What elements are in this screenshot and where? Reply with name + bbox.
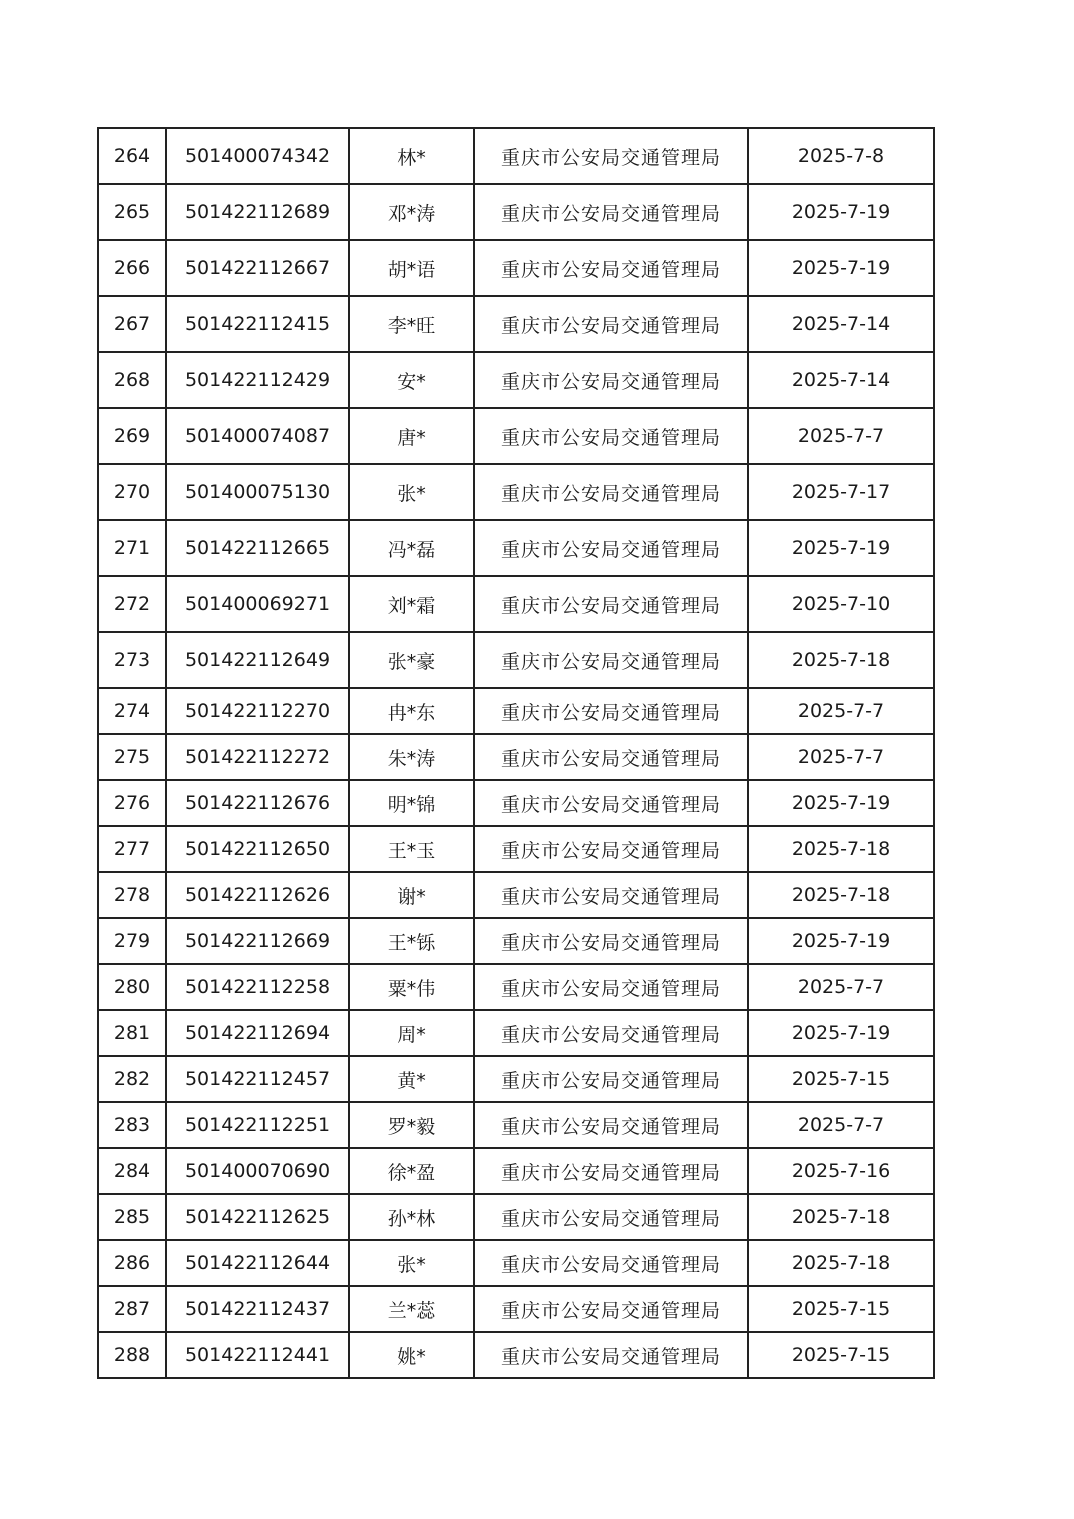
code-cell: 501422112665 <box>166 520 349 576</box>
name-cell: 刘*霜 <box>349 576 474 632</box>
name-cell: 黄* <box>349 1056 474 1102</box>
name-cell: 张* <box>349 464 474 520</box>
name-cell: 唐* <box>349 408 474 464</box>
code-cell: 501422112649 <box>166 632 349 688</box>
code-cell: 501400069271 <box>166 576 349 632</box>
date-cell: 2025-7-10 <box>748 576 934 632</box>
table-row <box>98 1194 934 1240</box>
date-cell: 2025-7-7 <box>748 408 934 464</box>
seq-cell: 287 <box>98 1286 166 1332</box>
name-cell: 谢* <box>349 872 474 918</box>
name-cell: 张* <box>349 1240 474 1286</box>
table-row <box>98 1010 934 1056</box>
seq-cell: 282 <box>98 1056 166 1102</box>
date-cell: 2025-7-15 <box>748 1056 934 1102</box>
table-row <box>98 872 934 918</box>
date-cell: 2025-7-17 <box>748 464 934 520</box>
seq-cell: 265 <box>98 184 166 240</box>
date-cell: 2025-7-14 <box>748 296 934 352</box>
seq-cell: 269 <box>98 408 166 464</box>
org-cell: 重庆市公安局交通管理局 <box>474 1332 748 1378</box>
date-cell: 2025-7-7 <box>748 1102 934 1148</box>
seq-cell: 279 <box>98 918 166 964</box>
code-cell: 501422112694 <box>166 1010 349 1056</box>
org-cell: 重庆市公安局交通管理局 <box>474 296 748 352</box>
date-cell: 2025-7-7 <box>748 964 934 1010</box>
records-table <box>97 127 935 1379</box>
org-cell: 重庆市公安局交通管理局 <box>474 826 748 872</box>
name-cell: 周* <box>349 1010 474 1056</box>
date-cell: 2025-7-19 <box>748 240 934 296</box>
org-cell: 重庆市公安局交通管理局 <box>474 1102 748 1148</box>
name-cell: 安* <box>349 352 474 408</box>
table-row <box>98 520 934 576</box>
seq-cell: 278 <box>98 872 166 918</box>
code-cell: 501422112258 <box>166 964 349 1010</box>
date-cell: 2025-7-14 <box>748 352 934 408</box>
seq-cell: 275 <box>98 734 166 780</box>
date-cell: 2025-7-8 <box>748 128 934 184</box>
name-cell: 邓*涛 <box>349 184 474 240</box>
name-cell: 张*豪 <box>349 632 474 688</box>
seq-cell: 283 <box>98 1102 166 1148</box>
seq-cell: 281 <box>98 1010 166 1056</box>
date-cell: 2025-7-7 <box>748 688 934 734</box>
name-cell: 孙*林 <box>349 1194 474 1240</box>
name-cell: 朱*涛 <box>349 734 474 780</box>
date-cell: 2025-7-15 <box>748 1332 934 1378</box>
records-table-body <box>98 128 934 1378</box>
seq-cell: 285 <box>98 1194 166 1240</box>
date-cell: 2025-7-19 <box>748 1010 934 1056</box>
date-cell: 2025-7-19 <box>748 520 934 576</box>
seq-cell: 280 <box>98 964 166 1010</box>
seq-cell: 266 <box>98 240 166 296</box>
table-row <box>98 464 934 520</box>
org-cell: 重庆市公安局交通管理局 <box>474 576 748 632</box>
org-cell: 重庆市公安局交通管理局 <box>474 1286 748 1332</box>
code-cell: 501422112667 <box>166 240 349 296</box>
table-row <box>98 576 934 632</box>
code-cell: 501422112270 <box>166 688 349 734</box>
org-cell: 重庆市公安局交通管理局 <box>474 408 748 464</box>
date-cell: 2025-7-18 <box>748 872 934 918</box>
org-cell: 重庆市公安局交通管理局 <box>474 872 748 918</box>
code-cell: 501422112437 <box>166 1286 349 1332</box>
date-cell: 2025-7-18 <box>748 1240 934 1286</box>
code-cell: 501422112689 <box>166 184 349 240</box>
seq-cell: 286 <box>98 1240 166 1286</box>
table-row <box>98 1102 934 1148</box>
table-row <box>98 964 934 1010</box>
name-cell: 罗*毅 <box>349 1102 474 1148</box>
code-cell: 501400074087 <box>166 408 349 464</box>
org-cell: 重庆市公安局交通管理局 <box>474 240 748 296</box>
date-cell: 2025-7-18 <box>748 826 934 872</box>
code-cell: 501422112625 <box>166 1194 349 1240</box>
name-cell: 李*旺 <box>349 296 474 352</box>
seq-cell: 268 <box>98 352 166 408</box>
table-row <box>98 1286 934 1332</box>
code-cell: 501422112429 <box>166 352 349 408</box>
code-cell: 501422112441 <box>166 1332 349 1378</box>
table-row <box>98 128 934 184</box>
table-row <box>98 632 934 688</box>
date-cell: 2025-7-18 <box>748 1194 934 1240</box>
table-row <box>98 1332 934 1378</box>
org-cell: 重庆市公安局交通管理局 <box>474 1056 748 1102</box>
org-cell: 重庆市公安局交通管理局 <box>474 352 748 408</box>
table-row <box>98 1148 934 1194</box>
code-cell: 501422112457 <box>166 1056 349 1102</box>
date-cell: 2025-7-19 <box>748 780 934 826</box>
org-cell: 重庆市公安局交通管理局 <box>474 1010 748 1056</box>
seq-cell: 270 <box>98 464 166 520</box>
code-cell: 501400074342 <box>166 128 349 184</box>
date-cell: 2025-7-19 <box>748 918 934 964</box>
org-cell: 重庆市公安局交通管理局 <box>474 184 748 240</box>
name-cell: 徐*盈 <box>349 1148 474 1194</box>
name-cell: 王*铄 <box>349 918 474 964</box>
seq-cell: 284 <box>98 1148 166 1194</box>
table-row <box>98 688 934 734</box>
name-cell: 姚* <box>349 1332 474 1378</box>
name-cell: 粟*伟 <box>349 964 474 1010</box>
org-cell: 重庆市公安局交通管理局 <box>474 464 748 520</box>
org-cell: 重庆市公安局交通管理局 <box>474 918 748 964</box>
org-cell: 重庆市公安局交通管理局 <box>474 964 748 1010</box>
name-cell: 兰*蕊 <box>349 1286 474 1332</box>
seq-cell: 288 <box>98 1332 166 1378</box>
code-cell: 501422112669 <box>166 918 349 964</box>
name-cell: 胡*语 <box>349 240 474 296</box>
table-row <box>98 1240 934 1286</box>
org-cell: 重庆市公安局交通管理局 <box>474 632 748 688</box>
date-cell: 2025-7-18 <box>748 632 934 688</box>
seq-cell: 272 <box>98 576 166 632</box>
seq-cell: 267 <box>98 296 166 352</box>
org-cell: 重庆市公安局交通管理局 <box>474 1240 748 1286</box>
org-cell: 重庆市公安局交通管理局 <box>474 734 748 780</box>
name-cell: 冉*东 <box>349 688 474 734</box>
org-cell: 重庆市公安局交通管理局 <box>474 520 748 576</box>
date-cell: 2025-7-16 <box>748 1148 934 1194</box>
code-cell: 501400075130 <box>166 464 349 520</box>
name-cell: 林* <box>349 128 474 184</box>
org-cell: 重庆市公安局交通管理局 <box>474 1148 748 1194</box>
seq-cell: 276 <box>98 780 166 826</box>
name-cell: 王*玉 <box>349 826 474 872</box>
table-row <box>98 184 934 240</box>
seq-cell: 274 <box>98 688 166 734</box>
code-cell: 501422112650 <box>166 826 349 872</box>
code-cell: 501422112251 <box>166 1102 349 1148</box>
table-row <box>98 826 934 872</box>
table-row <box>98 780 934 826</box>
table-row <box>98 352 934 408</box>
org-cell: 重庆市公安局交通管理局 <box>474 128 748 184</box>
org-cell: 重庆市公安局交通管理局 <box>474 780 748 826</box>
code-cell: 501400070690 <box>166 1148 349 1194</box>
table-row <box>98 1056 934 1102</box>
table-row <box>98 918 934 964</box>
seq-cell: 273 <box>98 632 166 688</box>
date-cell: 2025-7-15 <box>748 1286 934 1332</box>
seq-cell: 264 <box>98 128 166 184</box>
table-row <box>98 240 934 296</box>
name-cell: 明*锦 <box>349 780 474 826</box>
code-cell: 501422112415 <box>166 296 349 352</box>
org-cell: 重庆市公安局交通管理局 <box>474 688 748 734</box>
table-row <box>98 734 934 780</box>
org-cell: 重庆市公安局交通管理局 <box>474 1194 748 1240</box>
seq-cell: 277 <box>98 826 166 872</box>
seq-cell: 271 <box>98 520 166 576</box>
code-cell: 501422112626 <box>166 872 349 918</box>
table-row <box>98 296 934 352</box>
code-cell: 501422112676 <box>166 780 349 826</box>
date-cell: 2025-7-19 <box>748 184 934 240</box>
date-cell: 2025-7-7 <box>748 734 934 780</box>
table-row <box>98 408 934 464</box>
name-cell: 冯*磊 <box>349 520 474 576</box>
code-cell: 501422112272 <box>166 734 349 780</box>
code-cell: 501422112644 <box>166 1240 349 1286</box>
